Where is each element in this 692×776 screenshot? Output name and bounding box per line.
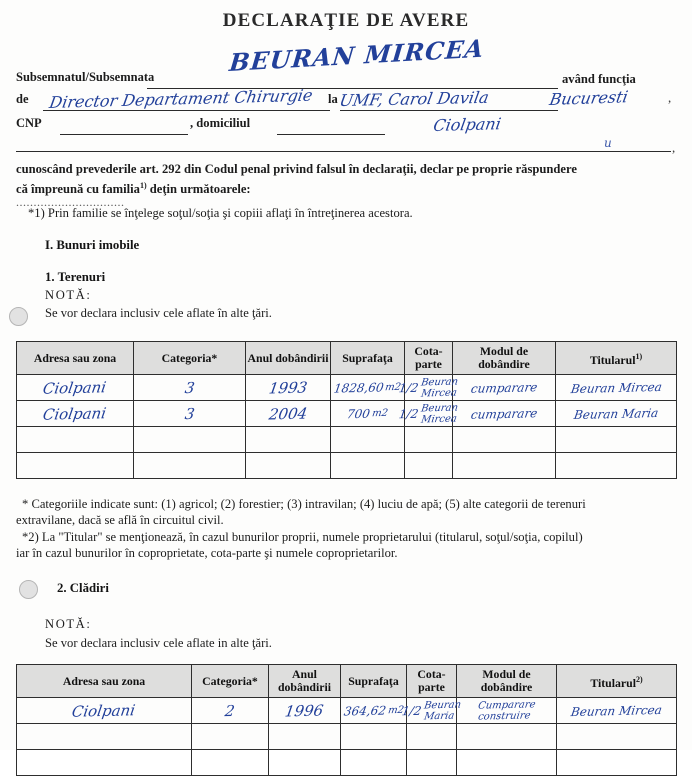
footnote-titular-line1: *2) La "Titular" se menţionează, în cazul bunurilor proprii, numele proprietarului (titularul, soţul/soţia, copilul)	[22, 530, 583, 544]
cell-titularul[interactable]	[556, 427, 677, 453]
cell-titularul[interactable]	[557, 724, 677, 750]
cell-modul-dobandire[interactable]: cumparare	[453, 401, 556, 427]
cell-suprafata[interactable]: 1828,60 m2	[331, 375, 405, 401]
cell-cota-parte[interactable]	[405, 453, 453, 479]
handwritten-institutie: UMF, Carol Davila	[338, 87, 491, 110]
cell-categoria[interactable]	[134, 453, 246, 479]
cell-suprafata[interactable]	[331, 427, 405, 453]
cell-anul[interactable]	[246, 427, 331, 453]
cell-adresa[interactable]	[17, 427, 134, 453]
footnote-familie: *1) Prin familie se înţelege soţul/soţia şi copiii aflaţi în întreţinerea acestora.	[28, 206, 413, 220]
col-categoria: Categoria*	[134, 342, 246, 375]
cell-anul[interactable]	[269, 750, 341, 776]
cell-titularul[interactable]: Beuran Maria	[556, 401, 677, 427]
cell-anul[interactable]: 1996	[269, 698, 341, 724]
cell-titularul[interactable]: Beuran Mircea	[556, 375, 677, 401]
table-row[interactable]	[17, 453, 677, 479]
de-label: de	[16, 92, 29, 106]
cell-adresa[interactable]: Ciolpani	[17, 375, 134, 401]
cell-suprafata[interactable]	[341, 750, 407, 776]
cell-categoria[interactable]: 3	[134, 401, 246, 427]
col-anul-dobandirii: Anul dobândirii	[246, 342, 331, 375]
cell-titularul[interactable]	[556, 453, 677, 479]
cell-cota-parte[interactable]: 1/2 Beuran Mircea	[398, 376, 459, 399]
table-cladiri	[16, 664, 677, 776]
cell-suprafata[interactable]: 700 m2	[331, 401, 405, 427]
terenuri-bullet-icon	[9, 307, 28, 326]
declaration-text-line1: cunoscând prevederile art. 292 din Codul penal privind falsul în declaraţii, declar pe proprie răspundere	[16, 162, 577, 176]
cell-categoria[interactable]	[192, 750, 269, 776]
table-cladiri-header-row	[17, 665, 677, 698]
cladiri-bullet-icon	[19, 580, 38, 599]
cell-categoria[interactable]	[134, 427, 246, 453]
cell-adresa[interactable]	[17, 750, 192, 776]
cell-adresa[interactable]	[17, 453, 134, 479]
cell-titularul[interactable]	[557, 750, 677, 776]
cell-adresa[interactable]	[17, 724, 192, 750]
col-adresa: Adresa sau zona	[17, 342, 134, 375]
avand-functia-label: având funcţia	[562, 72, 636, 86]
cell-categoria[interactable]: 2	[192, 698, 269, 724]
cell-modul-dobandire[interactable]: Cumparare construire	[457, 698, 557, 724]
handwritten-domiciliu: Ciolpani	[432, 114, 503, 135]
cell-anul[interactable]: 2004	[246, 401, 331, 427]
cladiri-nota-label: NOTĂ:	[45, 617, 92, 631]
cell-anul[interactable]	[269, 724, 341, 750]
domiciliu-fill-line	[277, 134, 385, 135]
cell-adresa[interactable]: Ciolpani	[17, 401, 134, 427]
cell-categoria[interactable]: 3	[134, 375, 246, 401]
col-cota-parte: Cota-parte	[405, 342, 453, 375]
col-categoria: Categoria*	[192, 665, 269, 698]
functia-comma: ,	[668, 90, 672, 105]
cell-suprafata[interactable]	[331, 453, 405, 479]
footnote-categorii-line2: extravilane, dacă se află în circuitul civil.	[16, 513, 224, 527]
cell-modul-dobandire[interactable]	[457, 750, 557, 776]
cell-modul-dobandire[interactable]	[457, 724, 557, 750]
handwritten-functie: Director Departament Chirurgie	[48, 85, 315, 112]
cell-cota-parte[interactable]	[407, 724, 457, 750]
cell-modul-dobandire[interactable]	[453, 453, 556, 479]
cell-suprafata[interactable]	[341, 724, 407, 750]
table-row[interactable]	[17, 375, 677, 401]
col-suprafata: Suprafaţa	[341, 665, 407, 698]
cell-titularul[interactable]: Beuran Mircea	[557, 698, 677, 724]
section-bunuri-imobile-heading: I. Bunuri imobile	[45, 238, 140, 252]
cell-cota-parte[interactable]: 1/2 Beuran Mircea	[398, 402, 459, 425]
col-titularul: Titularul$^{2)}$	[557, 665, 677, 698]
cnp-label: CNP	[16, 116, 42, 130]
cell-categoria[interactable]	[192, 724, 269, 750]
domiciliul-label: , domiciliul	[190, 116, 251, 130]
col-cota-parte: Cota-parte	[407, 665, 457, 698]
cladiri-nota-text: Se vor declara inclusiv cele aflate in alte ţări.	[45, 636, 272, 650]
footnote-titular-line2: iar în cazul bunurilor în coproprietate, cota-parte şi numele coproprietarilor.	[16, 546, 398, 560]
col-anul-dobandirii: Anul dobândirii	[269, 665, 341, 698]
stray-pen-mark: u	[604, 136, 612, 150]
la-label: la	[328, 92, 338, 106]
cell-anul[interactable]: 1993	[246, 375, 331, 401]
declaration-text-line2: că împreună cu familia$^{1)}$ deţin următoarele:	[16, 181, 251, 197]
table-terenuri-header-row	[17, 342, 677, 375]
handwritten-full-name: BEURAN MIRCEA	[228, 33, 486, 77]
col-adresa: Adresa sau zona	[17, 665, 192, 698]
table-row[interactable]	[17, 750, 677, 776]
dotted-separator: ...............................	[16, 195, 125, 209]
cell-modul-dobandire[interactable]	[453, 427, 556, 453]
cell-modul-dobandire[interactable]: cumparare	[453, 375, 556, 401]
page-title: DECLARAŢIE DE AVERE	[222, 10, 470, 31]
footnote-categorii-line1: * Categoriile indicate sunt: (1) agricol; (2) forestier; (3) intravilan; (4) luciu de apă; (5) alte categorii de terenuri	[22, 497, 586, 511]
address-comma: ,	[672, 140, 676, 155]
table-row[interactable]	[17, 401, 677, 427]
table-row[interactable]	[17, 698, 677, 724]
table-row[interactable]	[17, 427, 677, 453]
col-modul-dobandire: Modul de dobândire	[453, 342, 556, 375]
cell-cota-parte[interactable]	[405, 427, 453, 453]
cell-suprafata[interactable]: 364,62 m2	[341, 698, 407, 724]
address-continuation-line	[16, 151, 671, 152]
table-terenuri	[16, 341, 677, 479]
subsemnatul-label: Subsemnatul/Subsemnata	[16, 70, 155, 84]
handwritten-localitate: Bucuresti	[548, 87, 630, 109]
terenuri-nota-label: NOTĂ:	[45, 288, 92, 302]
col-titularul: Titularul$^{1)}$	[556, 342, 677, 375]
institutie-fill-line	[340, 110, 558, 111]
cell-anul[interactable]	[246, 453, 331, 479]
cnp-fill-line	[60, 134, 188, 135]
section-cladiri-heading: 2. Clădiri	[57, 581, 109, 595]
col-modul-dobandire: Modul de dobândire	[457, 665, 557, 698]
terenuri-nota-text: Se vor declara inclusiv cele aflate în alte ţări.	[45, 306, 272, 320]
table-row[interactable]	[17, 724, 677, 750]
cell-cota-parte[interactable]: 1/2 Beuran Maria	[401, 699, 462, 722]
cell-cota-parte[interactable]	[407, 750, 457, 776]
cell-adresa[interactable]: Ciolpani	[17, 698, 192, 724]
col-suprafata: Suprafaţa	[331, 342, 405, 375]
section-terenuri-heading: 1. Terenuri	[45, 270, 106, 284]
